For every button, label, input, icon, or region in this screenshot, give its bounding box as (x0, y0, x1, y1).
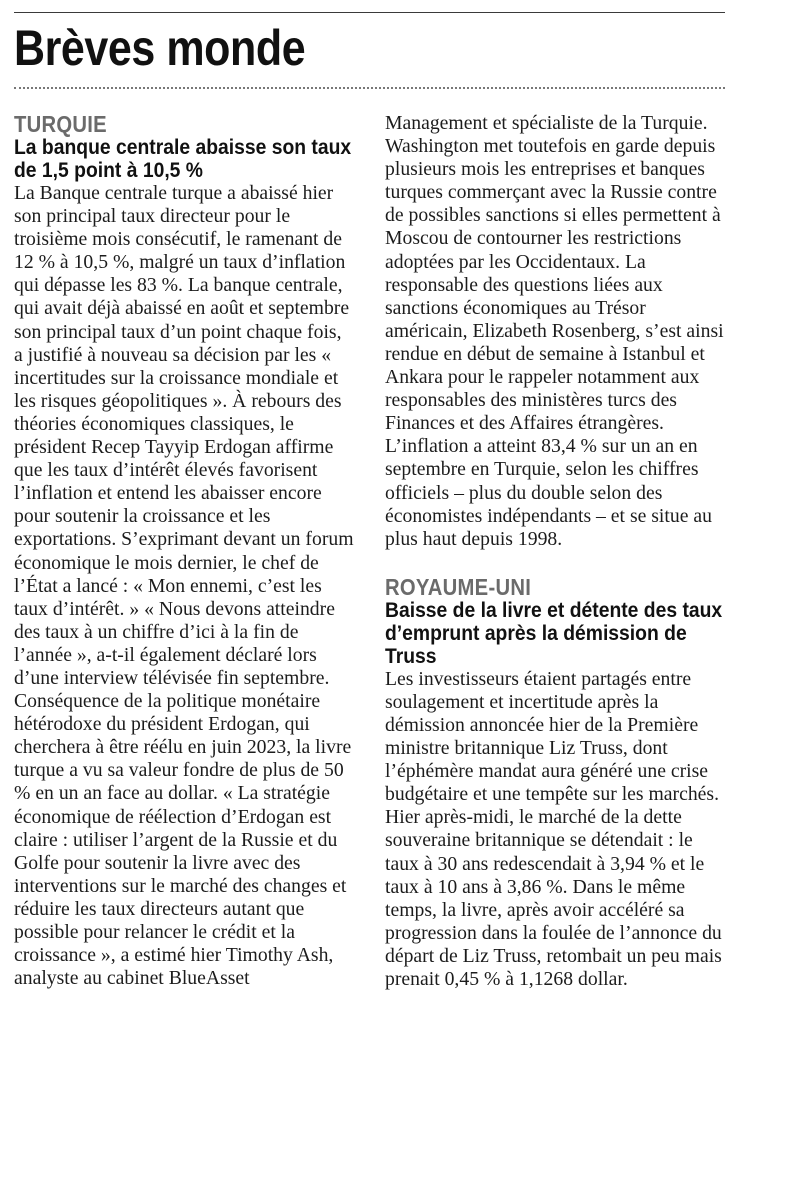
dotted-divider (14, 87, 725, 89)
article-headline: La banque centrale abaisse son taux de 1,5 point à 10,5 % (14, 136, 352, 182)
article-country-label: ROYAUME-UNI (385, 573, 532, 600)
article-body-text: Les investisseurs étaient partagés entre soulagement et incertitude après la démission annoncée hier de la Première ministre britannique Liz Truss, dont l’éphémère mandat aura généré une crise budgétaire et une tempête sur les marchés. Hier après-midi, le marché de la dette souveraine britannique se détendait : le taux à 30 ans redescendait à 3,94 % et le taux à 10 ans à 3,86 %. Dans le même temps, la livre, après avoir accéléré sa progression dans la foulée de l’annonce du départ de Liz Truss, retombait un peu mais prenait 0,45 % à 1,1268 dollar. (385, 667, 722, 990)
section-title: Brèves monde (14, 20, 306, 76)
article-body (14, 182, 354, 990)
article-country-label: TURQUIE (14, 111, 107, 137)
article-spacer (385, 551, 730, 575)
article-body-text: La Banque centrale turque a abaissé hier son principal taux directeur pour le troisième mois consécutif, le ramenant de 12 % à 10,5 %, malgré un taux d’inflation qui dépasse les 83 %. La banque centrale, qui avait déjà abaissé en août et septembre son principal taux d’un point chaque fois, a justifié à nouveau sa décision par les « incertitudes sur la croissance mondiale et les risques géopolitiques ». À rebours des théories économiques classiques, le président Recep Tayyip Erdogan affirme que les taux d’intérêt élevés favorisent l’inflation et entend les abaisser encore pour soutenir la croissance et les exportations. S’exprimant devant un forum économique le mois dernier, le chef de l’État a lancé : « Mon ennemi, c’est les taux d’intérêt. » « Nous devons atteindre des taux à un chiffre d’ici à la fin de l’année », a-t-il également déclaré lors d’une interview télévisée fin septembre. Conséquence de la politique monétaire hétérodoxe du président Erdogan, qui cherchera à être réélu en juin 2023, la livre turque a vu sa valeur fondre de plus de 50 % en un an face au dollar. « La stratégie économique de réélection d’Erdogan est claire : utiliser l’argent de la Russie et du Golfe pour soutenir la livre avec des interventions sur le marché des changes et réduire les taux directeurs autant que possible pour relancer le crédit et la croissance », a estimé hier Timothy Ash, analyste au cabinet BlueAsset (14, 182, 354, 990)
article-body (385, 668, 730, 991)
article-royaume-uni (385, 575, 730, 991)
column-right (385, 112, 730, 991)
article-headline: Baisse de la livre et détente des taux d’emprunt après la démission de Truss (385, 598, 723, 668)
article-body-continued-text: Management et spécialiste de la Turquie. Washington met toutefois en garde depuis plusieurs mois les entreprises et banques turques commerçant avec la Russie contre de possibles sanctions si elles permettent à Moscou de contourner les restrictions adoptées par les Occidentaux. La responsable des questions liées aux sanctions économiques au Trésor américain, Elizabeth Rosenberg, s’est ainsi rendue en début de semaine à Istanbul et Ankara pour le rappeler notamment aux responsables des ministères turcs des Finances et des Affaires étrangères. L’inflation a atteint 83,4 % sur un an en septembre en Turquie, selon les chiffres officiels – plus du double selon des économistes indépendants – et se situe au plus haut depuis 1998. (385, 112, 724, 550)
article-turquie (14, 112, 354, 990)
article-body-continued (385, 112, 730, 551)
column-left (14, 112, 354, 990)
top-rule (14, 12, 725, 13)
